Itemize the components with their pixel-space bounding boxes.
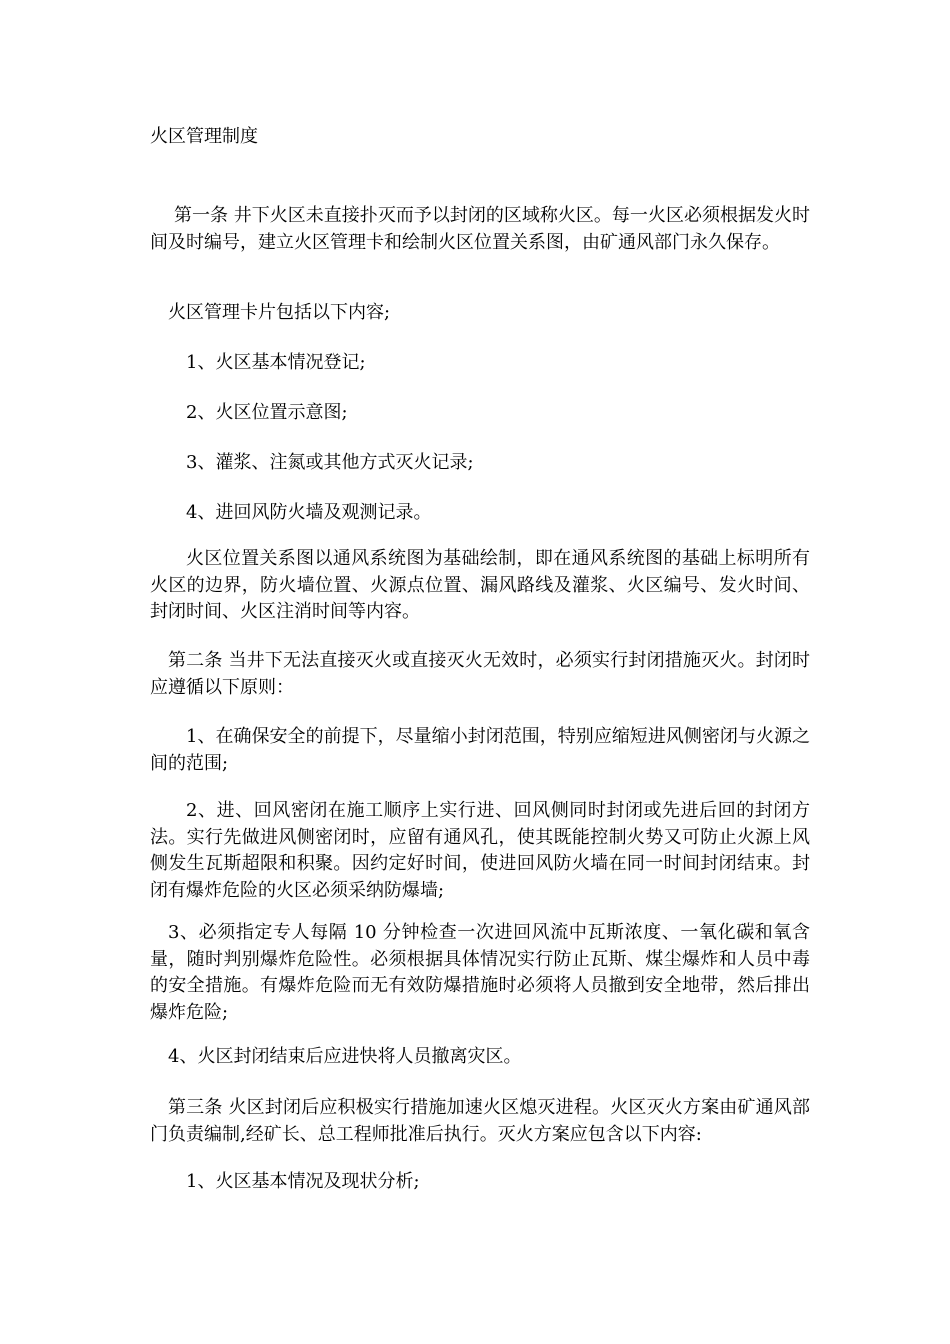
list-item-plan-1: 1、火区基本情况及现状分析; [186,1171,420,1192]
paragraph-article-3: 第三条 火区封闭后应积极实行措施加速火区熄灭进程。火区灭火方案由矿通风部门负责编制,经矿长、总工程师批准后执行。灭火方案应包含以下内容: [150,1097,810,1145]
document-title: 火区管理制度 [150,126,258,147]
paragraph-article-1: 第一条 井下火区未直接扑灭而予以封闭的区域称火区。每一火区必须根据发火时间及时编号，建立火区管理卡和绘制火区位置关系图，由矿通风部门永久保存。 [150,205,810,253]
list-item-card-4: 4、进回风防火墙及观测记录。 [186,502,432,523]
list-item-card-3: 3、灌浆、注氮或其他方式灭火记录; [186,452,474,473]
paragraph-article-2: 第二条 当井下无法直接灭火或直接灭火无效时，必须实行封闭措施灭火。封闭时应遵循以下原则： [150,650,810,698]
list-item-principle-4: 4、火区封闭结束后应进快将人员撤离灾区。 [168,1046,522,1067]
list-item-principle-2: 2、进、回风密闭在施工顺序上实行进、回风侧同时封闭或先进后回的封闭方法。实行先做进风侧密闭时，应留有通风孔，使其既能控制火势又可防止火源上风侧发生瓦斯超限和积聚。因约定好时间，使进回风防火墙在同一时间封闭结束。封闭有爆炸危险的火区必须采纳防爆墙; [150,800,810,901]
paragraph-location-map: 火区位置关系图以通风系统图为基础绘制，即在通风系统图的基础上标明所有火区的边界，防火墙位置、火源点位置、漏风路线及灌浆、火区编号、发火时间、封闭时间、火区注消时间等内容。 [150,548,810,622]
list-item-card-2: 2、火区位置示意图; [186,402,348,423]
list-item-principle-3: 3、必须指定专人每隔 10 分钟检查一次进回风流中瓦斯浓度、一氧化碳和氧含量，随时判别爆炸危险性。必须根据具体情况实行防止瓦斯、煤尘爆炸和人员中毒的安全措施。有爆炸危险而无有效防爆措施时必须将人员撤到安全地带，然后排出爆炸危险; [150,922,810,1023]
paragraph-card-contents-intro: 火区管理卡片包括以下内容; [168,302,391,323]
list-item-card-1: 1、火区基本情况登记; [186,352,366,373]
list-item-principle-1: 1、在确保安全的前提下，尽量缩小封闭范围，特别应缩短进风侧密闭与火源之间的范围; [150,726,810,774]
